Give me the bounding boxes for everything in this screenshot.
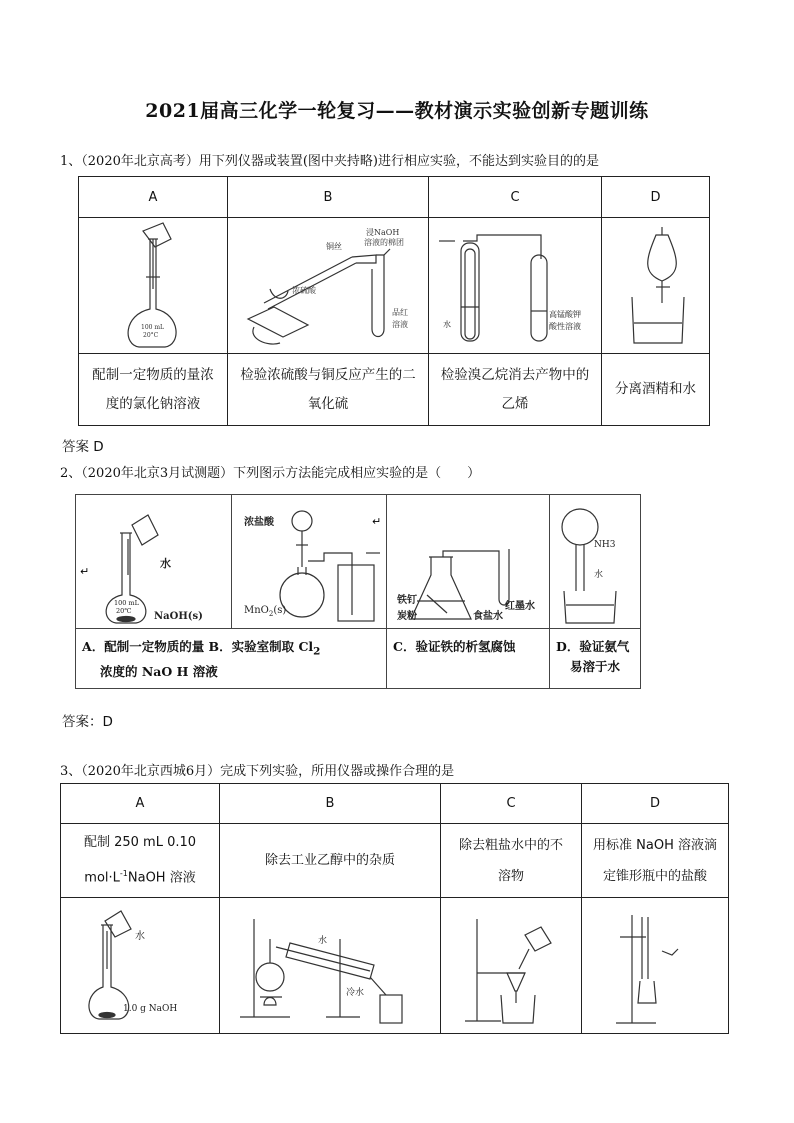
q2a-naoh-label: NaOH(s) (154, 611, 203, 622)
q1-header-a: A (79, 177, 228, 218)
magenta-label: 品红 (392, 307, 408, 317)
q3-desc-a-line2: $mol\cdot L^{-1}NaOH$ 溶液 (84, 869, 196, 886)
q2-caption-line2: 浓度的 NaO H 溶液 (100, 663, 218, 679)
return-mark: ↵ (80, 565, 90, 578)
q3a-water-label: 水 (135, 930, 145, 942)
q1-desc-d-line1: 分离酒精和水 (615, 381, 696, 397)
cold-water-label: 冷水 (346, 987, 365, 998)
flask-volume-label: 100 mL (141, 323, 165, 331)
acidic-solution-label: 酸性溶液 (549, 321, 581, 331)
bromoethane-test-figure (429, 219, 601, 353)
cotton-label: 溶液的棉团 (364, 237, 404, 247)
q1-figure-d (602, 218, 710, 354)
q3-desc-d (582, 824, 729, 898)
carbon-label: 炭粉 (397, 611, 417, 622)
q1-header-b: B (228, 177, 429, 218)
q2-caption-line1: A．配制一定物质的量 B．实验室制取 $Cl_2$ (82, 639, 321, 658)
separatory-funnel-figure (602, 219, 709, 353)
q1-desc-c (429, 354, 602, 426)
question-2: 2、（2020年北京3月试测题）下列图示方法能完成相应实验的是（ ） (60, 466, 481, 481)
q1-table (78, 176, 710, 426)
q2-answer: 答案：D (62, 714, 113, 730)
q3-desc-c-line1: 除去粗盐水中的不 (458, 837, 563, 853)
return-mark-b: ↵ (372, 515, 382, 528)
q1-desc-c-line2: 乙烯 (501, 395, 529, 412)
q3-desc-c (441, 824, 582, 898)
question-3: 3、（2020年北京西城6月）完成下列实验，所用仪器或操作合理的是 (60, 764, 455, 779)
q1-desc-b (228, 354, 429, 426)
q3-header-a: A (61, 784, 220, 824)
copper-wire-label: 铜丝 (326, 241, 342, 251)
q3-desc-a-line1: 配制 250 mL 0.10 (83, 835, 197, 851)
q3-desc-d-line2: 定锥形瓶中的盐酸 (602, 868, 707, 884)
salt-water-label: 食盐水 (473, 611, 503, 622)
distillation-figure (220, 899, 440, 1033)
titration-figure (582, 899, 728, 1033)
q3a-naoh-label: 1.0 g NaOH (123, 1003, 178, 1014)
conc-hcl-label: 浓盐酸 (244, 517, 274, 528)
red-ink-label: 红墨水 (505, 601, 535, 612)
q2-table (75, 494, 641, 689)
q3-header-c: C (441, 784, 582, 824)
copper-acid-apparatus-figure (228, 219, 428, 353)
q2-figure-b (232, 495, 387, 629)
q2a-water-label: 水 (160, 557, 171, 570)
q2-figure-a (76, 495, 232, 629)
conc-acid-label: 浓硫酸 (292, 285, 316, 295)
water-label: 水 (443, 319, 451, 329)
solution-label: 溶液 (392, 319, 408, 329)
ammonia-fountain-figure (550, 495, 640, 627)
question-1: 1、（2020年北京高考）用下列仪器或装置(图中夹持略)进行相应实验，不能达到实验目的的是 (60, 154, 599, 169)
q1-desc-d (602, 354, 710, 426)
page-title: 2021届高三化学一轮复习——教材演示实验创新专题训练 (145, 100, 649, 122)
q3-table (60, 783, 729, 1034)
q1-figure-a (79, 218, 228, 354)
flask-temp-label: 20°C (143, 331, 159, 339)
q3-flask-figure (61, 899, 219, 1033)
q2-flask-figure (76, 495, 231, 627)
q3-header-d: D (582, 784, 729, 824)
q1-desc-a (79, 354, 228, 426)
kmno4-label: 高锰酸钾 (549, 309, 581, 319)
nh3-label: NH3 (594, 540, 616, 550)
q2-figure-d (550, 495, 641, 629)
q2-caption-d-line2: 易溶于水 (570, 659, 621, 674)
q3-desc-b: 除去工业乙醇中的杂质 (220, 824, 441, 898)
q3-header-b: B (220, 784, 441, 824)
q1-answer: 答案 D (62, 439, 104, 455)
q3-desc-a (61, 824, 220, 898)
naoh-label: 浸NaOH (366, 227, 400, 237)
q2-caption-d (550, 629, 641, 689)
q1-figure-c (429, 218, 602, 354)
q3-desc-c-line2: 溶物 (497, 868, 524, 884)
q1-desc-a-line1: 配制一定物质的量浓 (92, 366, 214, 383)
q1-desc-a-line2: 度的氯化钠溶液 (105, 395, 201, 412)
q2a-flask-volume: 100 mL (114, 599, 139, 607)
q1-header-d: D (602, 177, 710, 218)
q2-caption-d-line1: D．验证氨气 (556, 639, 630, 654)
corrosion-figure (387, 495, 549, 627)
q1-desc-b-line2: 氧化硫 (307, 395, 349, 412)
q3-desc-d-line1: 用标准 NaOH 溶液滴 (593, 837, 717, 853)
q1-desc-b-line1: 检验浓硫酸与铜反应产生的二 (240, 366, 416, 383)
q2a-flask-temp: 20℃ (116, 607, 132, 615)
q2-figure-c (387, 495, 550, 629)
q3b-water-label: 水 (318, 935, 328, 946)
q3-figure-c (441, 898, 582, 1034)
q3-figure-b (220, 898, 441, 1034)
volumetric-flask-figure (79, 219, 227, 353)
iron-nail-label: 铁钉 (397, 595, 417, 606)
filtration-figure (441, 899, 581, 1033)
q3-figure-d (582, 898, 729, 1034)
chlorine-prep-figure (232, 495, 386, 627)
q2-caption-c: C．验证铁的析氢腐蚀 (387, 629, 550, 689)
q2d-water-label: 水 (594, 570, 604, 580)
q1-figure-b (228, 218, 429, 354)
q1-header-c: C (429, 177, 602, 218)
q2-caption-ab (76, 629, 387, 689)
q1-desc-c-line1: 检验溴乙烷消去产物中的 (440, 366, 590, 383)
q3-figure-a (61, 898, 220, 1034)
mno2-label: MnO$_2$(s) (244, 605, 287, 618)
